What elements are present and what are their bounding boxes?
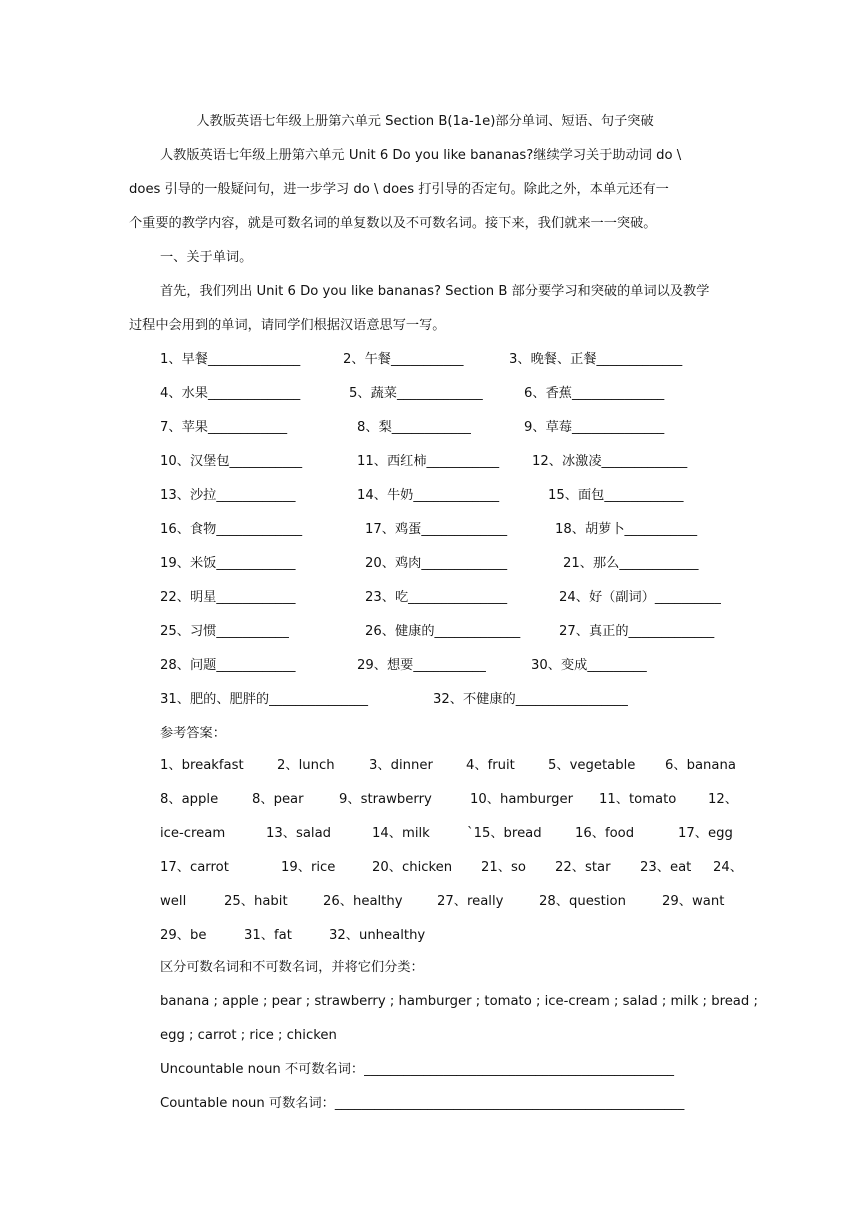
vocab-item: 13、沙拉____________: [160, 488, 296, 503]
vocab-item: 26、健康的_____________: [365, 624, 521, 639]
vocab-item: 29、想要___________: [357, 658, 486, 673]
answer-item: 27、really: [437, 894, 504, 909]
answer-item: 8、apple: [160, 792, 219, 807]
vocab-item: 11、西红柿___________: [357, 454, 500, 469]
vocab-item: 7、苹果____________: [160, 420, 288, 435]
answer-item: 14、milk: [372, 826, 430, 841]
answer-item: 20、chicken: [372, 860, 453, 875]
vocab-item: 5、蔬菜_____________: [349, 386, 483, 401]
answer-item: 25、habit: [224, 894, 288, 909]
answer-item: 32、unhealthy: [329, 928, 426, 943]
vocab-item: 8、梨____________: [357, 420, 471, 435]
answer-item: 21、so: [481, 860, 526, 875]
intro-line-1: 人教版英语七年级上册第六单元 Unit 6 Do you like bananas?继续学习关于助动词 do \: [160, 148, 682, 163]
vocab-item: 32、不健康的_________________: [433, 692, 628, 707]
vocab-item: 27、真正的_____________: [559, 624, 715, 639]
vocab-item: 22、明星____________: [160, 590, 296, 605]
answer-item: 29、be: [160, 928, 207, 943]
document-title: 人教版英语七年级上册第六单元 Section B(1a-1e)部分单词、短语、句子突破: [196, 114, 654, 129]
answer-item: 1、breakfast: [160, 758, 244, 773]
vocab-item: 30、变成_________: [531, 658, 647, 673]
answer-item: well: [160, 894, 187, 909]
vocab-item: 4、水果______________: [160, 386, 301, 401]
answer-item: 9、strawberry: [339, 792, 432, 807]
intro-line-2: does 引导的一般疑问句，进一步学习 do \ does 打引导的否定句。除此之外，本单元还有一: [129, 182, 669, 197]
answer-item: 23、eat: [640, 860, 692, 875]
answer-item: 22、star: [555, 860, 611, 875]
answer-item: 31、fat: [244, 928, 292, 943]
word-list-line-1: banana ; apple ; pear ; strawberry ; hamburger ; tomato ; ice-cream ; salad ; milk ; bread ;: [160, 994, 758, 1009]
vocab-item: 14、牛奶_____________: [357, 488, 500, 503]
answer-item: 3、dinner: [369, 758, 433, 773]
answer-item: 13、salad: [266, 826, 332, 841]
answer-item: `15、bread: [467, 826, 542, 841]
uncountable-noun-blank: Uncountable noun 不可数名词：_______________________________________________: [160, 1062, 675, 1077]
answer-item: 17、carrot: [160, 860, 229, 875]
answer-item: 19、rice: [281, 860, 336, 875]
section-text-line-1: 首先，我们列出 Unit 6 Do you like bananas? Section B 部分要学习和突破的单词以及教学: [160, 284, 710, 299]
answer-item: 29、want: [662, 894, 725, 909]
answer-item: 28、question: [539, 894, 626, 909]
answers-heading: 参考答案：: [160, 726, 226, 741]
answer-item: 2、lunch: [277, 758, 335, 773]
vocab-item: 28、问题____________: [160, 658, 296, 673]
vocab-item: 16、食物_____________: [160, 522, 303, 537]
answer-item: 6、banana: [665, 758, 736, 773]
vocab-item: 31、肥的、肥胖的_______________: [160, 692, 368, 707]
vocab-item: 18、胡萝卜___________: [555, 522, 698, 537]
answer-item: 5、vegetable: [548, 758, 636, 773]
answer-item: 26、healthy: [323, 894, 403, 909]
vocab-item: 20、鸡肉_____________: [365, 556, 508, 571]
vocab-item: 21、那么____________: [563, 556, 699, 571]
vocab-item: 24、好（副词）__________: [559, 590, 721, 605]
answer-item: 24、: [713, 860, 743, 875]
answer-item: 10、hamburger: [470, 792, 574, 807]
vocab-item: 17、鸡蛋_____________: [365, 522, 508, 537]
answer-item: ice-cream: [160, 826, 226, 841]
vocab-item: 6、香蕉______________: [524, 386, 665, 401]
section-heading: 一、关于单词。: [160, 250, 253, 265]
answer-item: 17、egg: [678, 826, 733, 841]
countable-noun-blank: Countable noun 可数名词：_____________________________________________________: [160, 1096, 685, 1111]
vocab-item: 25、习惯___________: [160, 624, 289, 639]
section-text-line-2: 过程中会用到的单词，请同学们根据汉语意思写一写。: [129, 318, 446, 333]
answer-item: 12、: [708, 792, 738, 807]
vocab-item: 23、吃_______________: [365, 590, 508, 605]
answer-item: 8、pear: [252, 792, 304, 807]
answer-item: 4、fruit: [466, 758, 515, 773]
intro-line-3: 个重要的教学内容，就是可数名词的单复数以及不可数名词。接下来，我们就来一一突破。: [129, 216, 657, 231]
vocab-item: 12、冰激凌_____________: [532, 454, 688, 469]
answer-item: 16、food: [575, 826, 635, 841]
word-list-line-2: egg ; carrot ; rice ; chicken: [160, 1028, 337, 1043]
classify-heading: 区分可数名词和不可数名词，并将它们分类：: [160, 960, 424, 975]
vocab-item: 9、草莓______________: [524, 420, 665, 435]
vocab-item: 15、面包____________: [548, 488, 684, 503]
answer-item: 11、tomato: [599, 792, 677, 807]
vocab-item: 3、晚餐、正餐_____________: [509, 352, 683, 367]
vocab-item: 1、早餐______________: [160, 352, 301, 367]
vocab-item: 2、午餐___________: [343, 352, 464, 367]
vocab-item: 19、米饭____________: [160, 556, 296, 571]
vocab-item: 10、汉堡包___________: [160, 454, 303, 469]
